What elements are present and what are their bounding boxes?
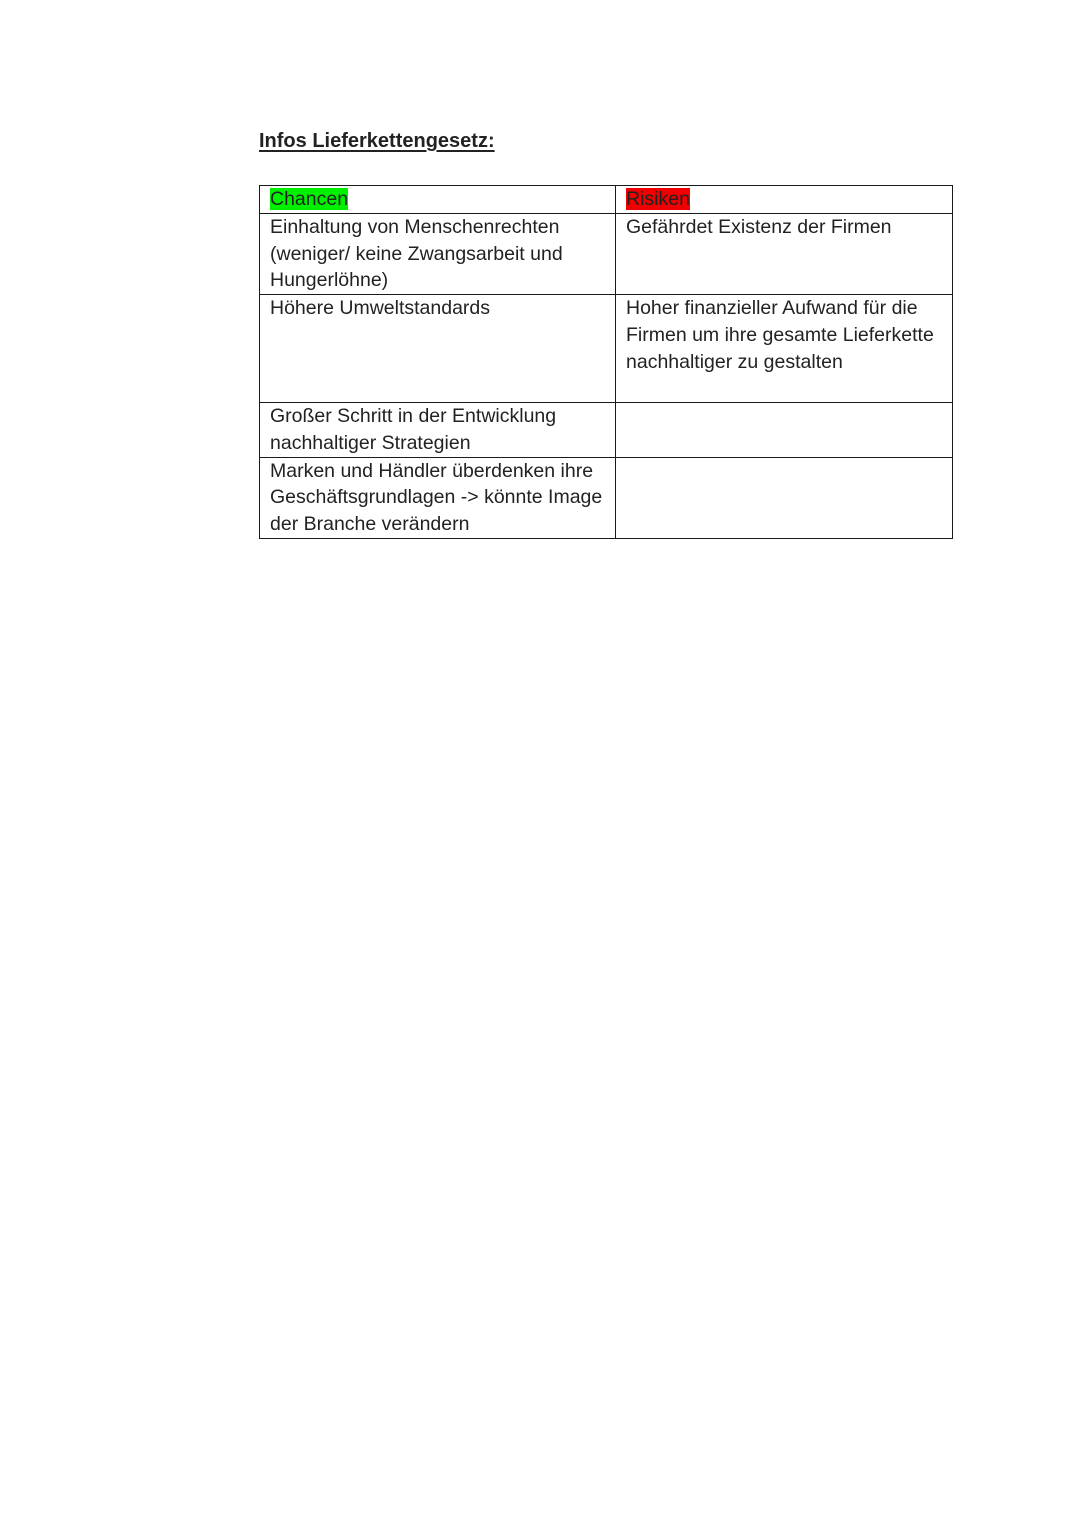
risk-cell-empty [616,457,953,538]
risk-cell [616,295,953,403]
chance-text: Höhere Umweltstandards [270,297,491,320]
chance-cell [260,214,616,295]
table-row [260,214,953,295]
table-row [260,295,953,403]
risk-cell-empty [616,403,953,457]
chances-risks-table [259,185,953,539]
risk-text: Gefährdet Existenz der Firmen [626,216,892,238]
chance-text: Einhaltung von Menschenrechten (weniger/ keine Zwangsarbeit und Hungerlöhne) [270,216,563,292]
table-row [260,403,953,457]
document-title: Infos Lieferkettengesetz: [259,130,495,152]
chance-text: Marken und Händler überdenken ihre Geschäftsgrundlagen -> könnte Image der Branche verändern [270,459,603,535]
risk-text: Hoher finanzieller Aufwand für die Firmen um ihre gesamte Lieferkette nachhaltiger zu gestalten [626,297,934,373]
table-row [260,457,953,538]
table-header-row [260,186,953,214]
risk-cell [616,214,953,295]
chance-cell [260,403,616,457]
chance-text: Großer Schritt in der Entwicklung nachhaltiger Strategien [270,405,557,454]
chance-cell [260,457,616,538]
header-cell-risks [616,186,953,214]
header-risks: Risiken [626,188,690,210]
chance-cell [260,295,616,403]
header-cell-chances [260,186,616,214]
header-chances: Chancen [270,188,349,210]
